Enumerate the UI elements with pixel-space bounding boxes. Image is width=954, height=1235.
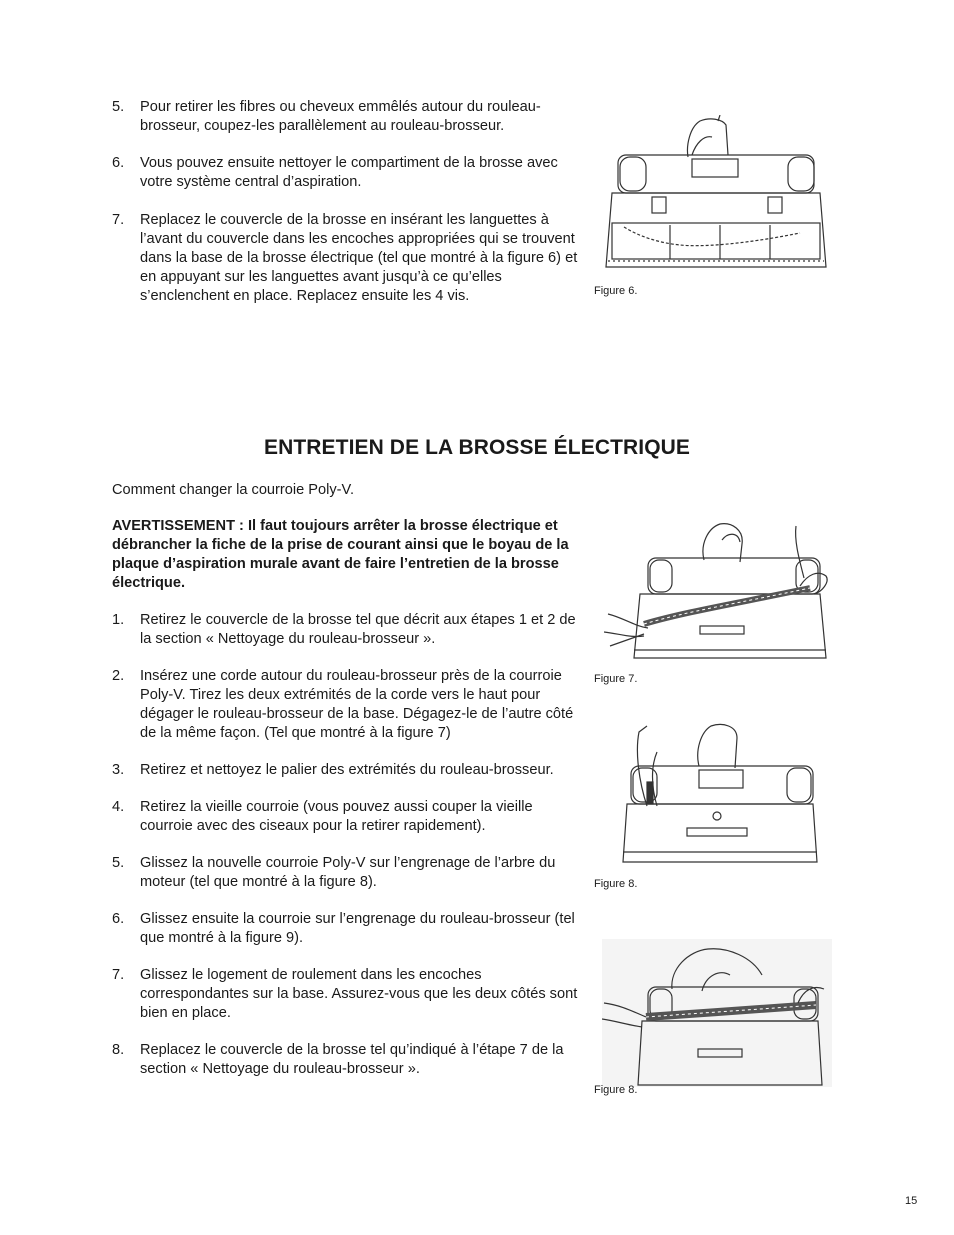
- list-item: [112, 667, 582, 743]
- list-text: Retirez et nettoyez le palier des extrémités du rouleau-brosseur.: [140, 762, 554, 778]
- list-number: 3.: [112, 762, 125, 778]
- figure-7-caption: Figure 7.: [594, 673, 638, 685]
- figure-6-caption: Figure 6.: [594, 285, 638, 297]
- figure-8-second-caption: Figure 8.: [594, 1084, 638, 1096]
- list-item: [112, 611, 582, 649]
- list-text: Retirez la vieille courroie (vous pouvez aussi couper la vieille courroie avec des ciseaux pour la retirer rapidement).: [140, 799, 533, 834]
- list-text: Vous pouvez ensuite nettoyer le compartiment de la brosse avec votre système central d’aspiration.: [140, 155, 558, 190]
- list-text: Replacez le couvercle de la brosse en insérant les languettes à l’avant du couvercle dans les encoches appropriées qui se trouvent dans la base de la brosse électrique (tel que montré à la figure 6) et en appuyant sur les languettes avant jusqu’à ce qu’elles s’enclenchent en place. Replacez ensuite les 4 vis.: [140, 212, 578, 304]
- list-number: 2.: [112, 668, 125, 684]
- list-item: [112, 761, 582, 780]
- list-number: 7.: [112, 212, 125, 228]
- list-number: 7.: [112, 967, 125, 983]
- section-intro: Comment changer la courroie Poly-V.: [112, 482, 354, 498]
- figure-8-caption: Figure 8.: [594, 878, 638, 890]
- list-number: 5.: [112, 855, 125, 871]
- list-number: 5.: [112, 99, 125, 115]
- list-item: [112, 154, 582, 192]
- list-item: [112, 1041, 582, 1079]
- list-item: [112, 966, 582, 1023]
- figure-6-illustration: [600, 115, 832, 275]
- list-number: 1.: [112, 612, 125, 628]
- list-text: Retirez le couvercle de la brosse tel que décrit aux étapes 1 et 2 de la section « Nettoyage du rouleau-brosseur ».: [140, 612, 576, 647]
- list-item: [112, 98, 582, 136]
- list-text: Glissez la nouvelle courroie Poly-V sur l’engrenage de l’arbre du moteur (tel que montré à la figure 8).: [140, 855, 556, 890]
- list-number: 6.: [112, 911, 125, 927]
- section-title: ENTRETIEN DE LA BROSSE ÉLECTRIQUE: [263, 436, 691, 459]
- list-item: [112, 211, 582, 306]
- warning-text: AVERTISSEMENT : Il faut toujours arrêter la brosse électrique et débrancher la fiche de la prise de courant ainsi que le boyau de la plaque d’aspiration murale avant de faire l’entretien de la brosse électrique.: [112, 518, 569, 591]
- list-item: [112, 798, 582, 836]
- figure-7-illustration: [604, 522, 830, 662]
- list-number: 6.: [112, 155, 125, 171]
- list-text: Glissez le logement de roulement dans les encoches correspondantes sur la base. Assurez-vous que les deux côtés sont bien en place.: [140, 967, 578, 1021]
- list-number: 4.: [112, 799, 125, 815]
- list-item: [112, 910, 582, 948]
- figure-8-second-illustration: [602, 939, 832, 1087]
- list-text: Pour retirer les fibres ou cheveux emmêlés autour du rouleau-brosseur, coupez-les parallèlement au rouleau-brosseur.: [140, 99, 541, 134]
- page-number: 15: [905, 1195, 918, 1207]
- list-text: Replacez le couvercle de la brosse tel qu’indiqué à l’étape 7 de la section « Nettoyage du rouleau-brosseur ».: [140, 1042, 564, 1077]
- figure-8-illustration: [617, 722, 821, 867]
- list-number: 8.: [112, 1042, 125, 1058]
- list-item: [112, 854, 582, 892]
- list-text: Insérez une corde autour du rouleau-brosseur près de la courroie Poly-V. Tirez les deux extrémités de la corde vers le haut pour dégager le rouleau-brosseur de la base. Dégagez-le de l’autre côté de la même façon. (Tel que montré à la figure 7): [140, 668, 574, 741]
- list-text: Glissez ensuite la courroie sur l’engrenage du rouleau-brosseur (tel que montré à la figure 9).: [140, 911, 575, 946]
